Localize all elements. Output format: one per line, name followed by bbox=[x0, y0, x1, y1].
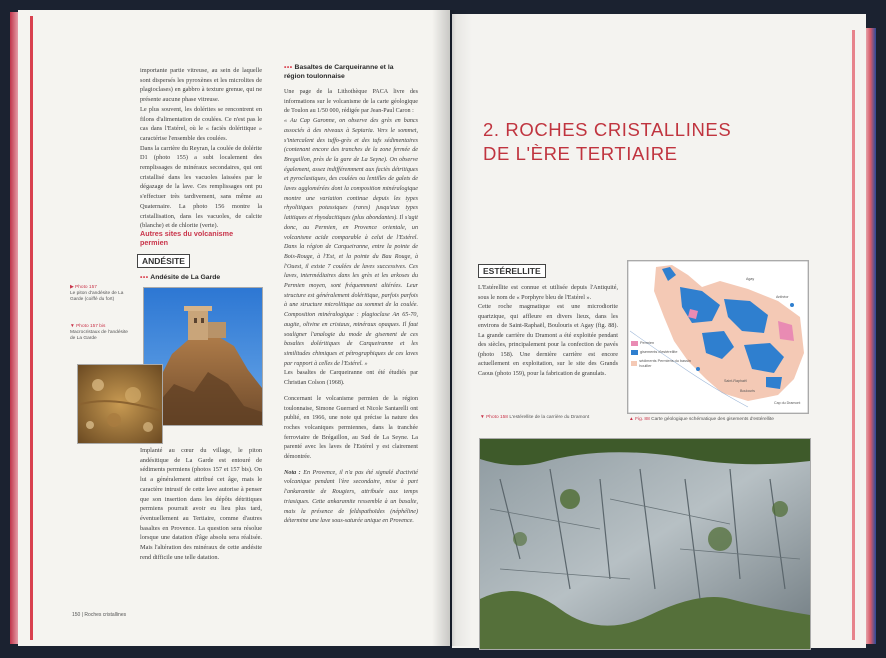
caption-photo-157: ▶ Photo 157 Le piton d'andésite de La Garde (coiffé du fort) bbox=[70, 285, 124, 302]
legend-swatch bbox=[631, 350, 638, 355]
photo-dramont-quarry bbox=[479, 438, 811, 650]
andesite-heading-box: ANDÉSITE bbox=[137, 254, 190, 268]
caption-photo-157-bis: ▼ Photo 157 bis Macrocristaux de l'andésite de La Garde bbox=[70, 324, 128, 341]
legend-swatch bbox=[631, 341, 638, 346]
paragraph: importante partie vitreuse, au sein de laquelle sont dispersés les pyroxènes et les microlites de plagioclases) en gabbro à texture grenue, qui ne présente aucune phase vitreuse. bbox=[140, 67, 262, 104]
paragraph: Les basaltes de Carqueiranne ont été étudiés par Christian Colson (1968). bbox=[284, 370, 418, 387]
running-footer: Roches cristallines bbox=[84, 612, 127, 618]
quote-paragraph: « Au Cap Garonne, on observe des grès en bancs associés à des niveaux à Septaria. Vers le sommet, s'intercalent des tuffo-grès et des tufs sédimentaires (contenant encore des tranches de la zone fermée de Bregaillon, près de la gare de La Seyne). On observe également, assez indifféremment aux faciès détritiques et pyroclastiques, des coulées ou lentilles de galets de laves agglomérées dont la composition minéralogique montre une variation continue depuis les types rhyolitiques potassiques (rares) jusqu'aux types latitiques et rhyodacitiques (plus abondantes). Il s'agit donc, au Permien, en Provence orientale, un volcanisme acide comparable à celui de l'Estérel. Dans la région de Carqueiranne, entre la pointe de Bois-Rouge, à l'Est, et la pointe du Bau Rouge, à l'Ouest, il existe 7 coulées de laves successives. Ces laves, intermédiaires dans les grès et les arkoses du Permien moyen, sont fréquemment altérées. Leur structure est généralement doléritique, parfois parfois à une structure microlitique au sommet de la coulée. Composition minéralogique : plagioclase An 65-70, augite, olivine en cristaux, minéraux opaques. Il faut souligner l'analogie du mode de gisement de ces basaltes doléritiques de Carqueiranne et les similitudes chimiques et pétrographiques de ces laves par rapport à celles de l'Estérel. » bbox=[284, 118, 418, 367]
geological-map-esterellite bbox=[627, 260, 809, 414]
section-dots-icon: ••• bbox=[140, 274, 149, 281]
legend-item: Permien bbox=[631, 341, 697, 346]
left-col1-top-text bbox=[140, 66, 262, 231]
triangle-marker-icon: ▼ bbox=[480, 415, 485, 420]
triangle-marker-icon: ▲ bbox=[629, 417, 634, 422]
esterellite-heading-box: ESTÉRELLITE bbox=[478, 264, 546, 278]
esterellite-text bbox=[478, 283, 618, 378]
map-label: Cap du Dramont bbox=[774, 401, 801, 405]
legend-item: gisements d'estérellite bbox=[631, 350, 697, 355]
paragraph: Une page de la Lithothèque PACA livre des informations sur le volcanisme de la carte géologique de Toulon au 1/50 000, rédigée par Jean-Paul Caron : bbox=[284, 89, 418, 115]
footer-left: 150 | Roches cristallines bbox=[72, 612, 127, 618]
paragraph: Cette roche magmatique est une microdiorite quartzique, qui affleure en divers lieux, dans les environs de Saint-Raphaël, Boulouris et Agay (fig. 88). La grande carrière du Dramont a été exploitée pendant des siècles, principalement pour la confection de pavés (photo 158). Une dernière carrière est encore actuellement en exploitation, sur le site des Grands Caous (photo 159), pour la fabrication de granulats. bbox=[478, 303, 618, 377]
map-label: Agay bbox=[746, 277, 755, 281]
paragraph: Le plus souvent, les dolérites se rencontrent en filons d'alimentation de coulées. Ce n'est pas le cas dans l'Estérel, où le « faciès doléritique » caractérise l'ensemble des coulées. bbox=[140, 105, 262, 142]
map-label: Anthéor bbox=[776, 295, 789, 299]
spine-shadow bbox=[432, 10, 472, 646]
subsection-basaltes-carqueiranne: ••• Basaltes de Carqueiranne et la région toulonnaise bbox=[284, 64, 394, 80]
map-legend bbox=[631, 341, 697, 369]
chapter-title: 2. ROCHES CRISTALLINES DE L'ÈRE TERTIAIRE bbox=[483, 119, 732, 164]
section-dots-icon: ••• bbox=[284, 64, 293, 71]
legend-swatch bbox=[631, 361, 637, 366]
paragraph: L'Estérellite est connue et utilisée depuis l'Antiquité, sous le nom de « Porphyre bleu de l'Estérel ». bbox=[478, 284, 618, 301]
triangle-marker-icon: ▶ bbox=[70, 285, 74, 290]
caption-photo-158: ▼ Photo 158 L'estérellite de la carrière du Dramont bbox=[480, 415, 590, 420]
photo-macrocristaux-andesite bbox=[77, 364, 163, 444]
left-col1-bottom-text: Implanté au cœur du village, le piton andésitique de La Garde est entouré de sédiments permiens (photos 157 et 157 bis). On lui a généralement attribué cet âge, mais le caractère intrusif de cette lave autorise à penser que son insertion dans les dépôts détritiques permiens pourrait avoir eu lieu plus tard, éventuellement au Tertiaire, comme d'autres basaltes en Provence. La question sera résolue lorsque une datation d'âge absolu sera réalisée. Mais l'altération des minéraux de cette andésite rend difficile une telle datation. bbox=[140, 447, 262, 561]
subsection-andesite-la-garde: ••• Andésite de La Garde bbox=[140, 274, 221, 281]
map-label: Boulouris bbox=[740, 389, 755, 393]
map-label: Saint-Raphaël bbox=[724, 379, 747, 383]
caption-fig-88: ▲ Fig. 88 Carte géologique schématique des gisements d'estérellite bbox=[629, 417, 774, 422]
paragraph: Dans la carrière du Reyran, la coulée de dolérite D1 (photo 155) a subi localement des remplissages de minéraux secondaires, qui ont cristallisé dans les vacuoles laissées par le dégazage de la lave. Ces remplissages ont pu s'effectuer très tardivement, sans même au Quaternaire. La photo 156 montre la cristallisation, dans les vacuoles, de calcite (blanche) et de chlorite (verte). bbox=[140, 144, 262, 230]
page-number: 150 bbox=[72, 612, 81, 618]
left-page-red-rule bbox=[30, 16, 33, 640]
paragraph: Concernant le volcanisme permien de la région toulonnaise, Simone Guerrard et Nicole Santarelli ont publié, en 1966, une note qui précise la nature des roches volcaniques permiennes, dans la tranchée ferroviaire de Brégaillon, au Sud de La Seyne. La parenté avec les laves de l'Estérel y est clairement démontrée. bbox=[284, 395, 418, 461]
section-title-autres-sites: Autres sites du volcanisme permien bbox=[140, 229, 234, 247]
left-col2-text bbox=[284, 88, 418, 527]
triangle-marker-icon: ▼ bbox=[70, 324, 75, 329]
right-page-red-rule bbox=[852, 30, 855, 640]
legend-item: sédiments Permiens du bassin houiller bbox=[631, 359, 697, 369]
nota-paragraph: Nota : En Provence, il n'a pas été signalé d'activité volcanique pendant l'ère secondaire, mise à part l'ankaramite de Rougiers, attribuée aux temps triasiques. Cette ankaramite ressemble à un basalte, mais la présence de feldspathoïdes (néphéline) détermine une lave sous-saturée unique en Provence. bbox=[284, 469, 418, 525]
